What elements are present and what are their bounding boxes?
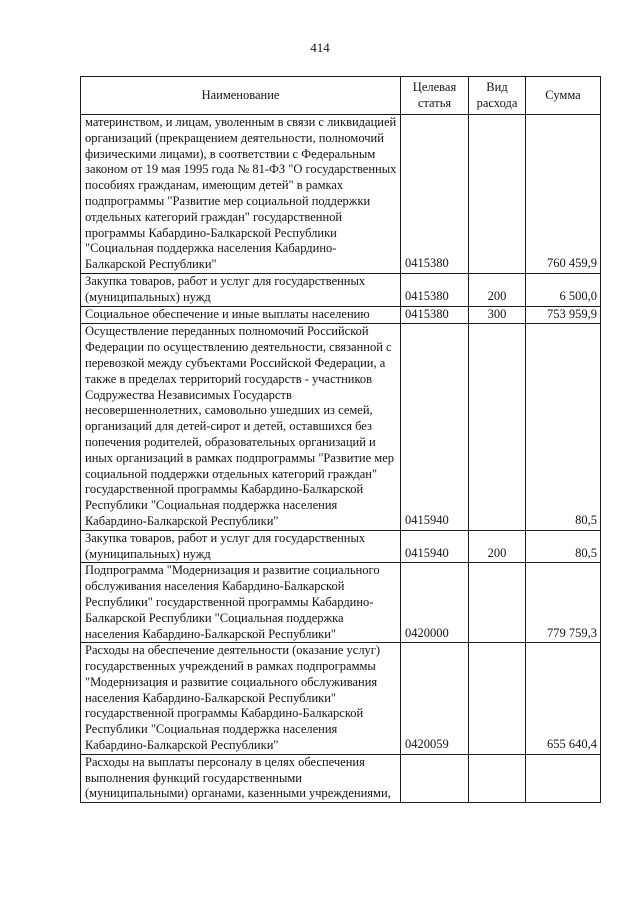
row-target-article: 0420059 bbox=[401, 643, 469, 755]
header-expense-type: Вид расхода bbox=[469, 77, 526, 115]
table-row bbox=[81, 563, 601, 643]
row-target-article: 0415940 bbox=[401, 530, 469, 563]
row-sum: 80,5 bbox=[526, 530, 601, 563]
row-name: материнством, и лицам, уволенным в связи с ликвидацией организаций (прекращением деятельности, полномочий физическими лицами), в соответствии с Федеральным законом от 19 мая 1995 года № 81-ФЗ "О государственных пособиях гражданам, имеющим детей" в рамках подпрограммы "Развитие мер социальной поддержки отдельных категорий граждан" государственной программы Кабардино-Балкарской Республики "Социальная поддержка населения Кабардино-Балкарской Республики" bbox=[81, 115, 401, 274]
row-target-article bbox=[401, 754, 469, 802]
row-name: Социальное обеспечение и иные выплаты населению bbox=[81, 306, 401, 324]
row-sum: 655 640,4 bbox=[526, 643, 601, 755]
table-row bbox=[81, 643, 601, 755]
row-target-article: 0415380 bbox=[401, 115, 469, 274]
table-row bbox=[81, 115, 601, 274]
row-name: Осуществление переданных полномочий Российской Федерации по осуществлению деятельности, связанной с перевозкой между субъектами Российской Федерации, а также в пределах территорий государств - участников Содружества Независимых Государств несовершеннолетних, самовольно ушедших из семей, организаций для детей-сирот и детей, оставшихся без попечения родителей, образовательных организаций и иных организаций в рамках подпрограммы "Развитие мер социальной поддержки отдельных категорий граждан" государственной программы Кабардино-Балкарской Республики "Социальная поддержка населения Кабардино-Балкарской Республики" bbox=[81, 324, 401, 530]
row-sum: 779 759,3 bbox=[526, 563, 601, 643]
table-row bbox=[81, 754, 601, 802]
row-expense-type bbox=[469, 115, 526, 274]
budget-table bbox=[80, 76, 601, 803]
row-expense-type: 200 bbox=[469, 530, 526, 563]
table-row bbox=[81, 273, 601, 306]
row-sum: 760 459,9 bbox=[526, 115, 601, 274]
row-name: Закупка товаров, работ и услуг для государственных (муниципальных) нужд bbox=[81, 273, 401, 306]
row-target-article: 0415380 bbox=[401, 306, 469, 324]
row-expense-type bbox=[469, 324, 526, 530]
table-header-row bbox=[81, 77, 601, 115]
row-name: Расходы на обеспечение деятельности (оказание услуг) государственных учреждений в рамках подпрограммы "Модернизация и развитие социального обслуживания населения Кабардино-Балкарской Республики" государственной программы Кабардино-Балкарской Республики "Социальная поддержка населения Кабардино-Балкарской Республики" bbox=[81, 643, 401, 755]
row-sum bbox=[526, 754, 601, 802]
table-row bbox=[81, 306, 601, 324]
row-expense-type bbox=[469, 754, 526, 802]
header-name: Наименование bbox=[81, 77, 401, 115]
header-target-article: Целевая статья bbox=[401, 77, 469, 115]
table-row bbox=[81, 530, 601, 563]
header-sum: Сумма bbox=[526, 77, 601, 115]
row-target-article: 0420000 bbox=[401, 563, 469, 643]
row-name: Расходы на выплаты персоналу в целях обеспечения выполнения функций государственными (муниципальными) органами, казенными учреждениями, bbox=[81, 754, 401, 802]
row-target-article: 0415380 bbox=[401, 273, 469, 306]
row-name: Подпрограмма "Модернизация и развитие социального обслуживания населения Кабардино-Балкарской Республики" государственной программы Кабардино-Балкарской Республики "Социальная поддержка населения Кабардино-Балкарской Республики" bbox=[81, 563, 401, 643]
row-name: Закупка товаров, работ и услуг для государственных (муниципальных) нужд bbox=[81, 530, 401, 563]
row-sum: 6 500,0 bbox=[526, 273, 601, 306]
page-number: 414 bbox=[310, 40, 330, 55]
row-expense-type bbox=[469, 563, 526, 643]
table-row bbox=[81, 324, 601, 530]
row-target-article: 0415940 bbox=[401, 324, 469, 530]
row-expense-type bbox=[469, 643, 526, 755]
row-expense-type: 200 bbox=[469, 273, 526, 306]
row-expense-type: 300 bbox=[469, 306, 526, 324]
row-sum: 753 959,9 bbox=[526, 306, 601, 324]
row-sum: 80,5 bbox=[526, 324, 601, 530]
